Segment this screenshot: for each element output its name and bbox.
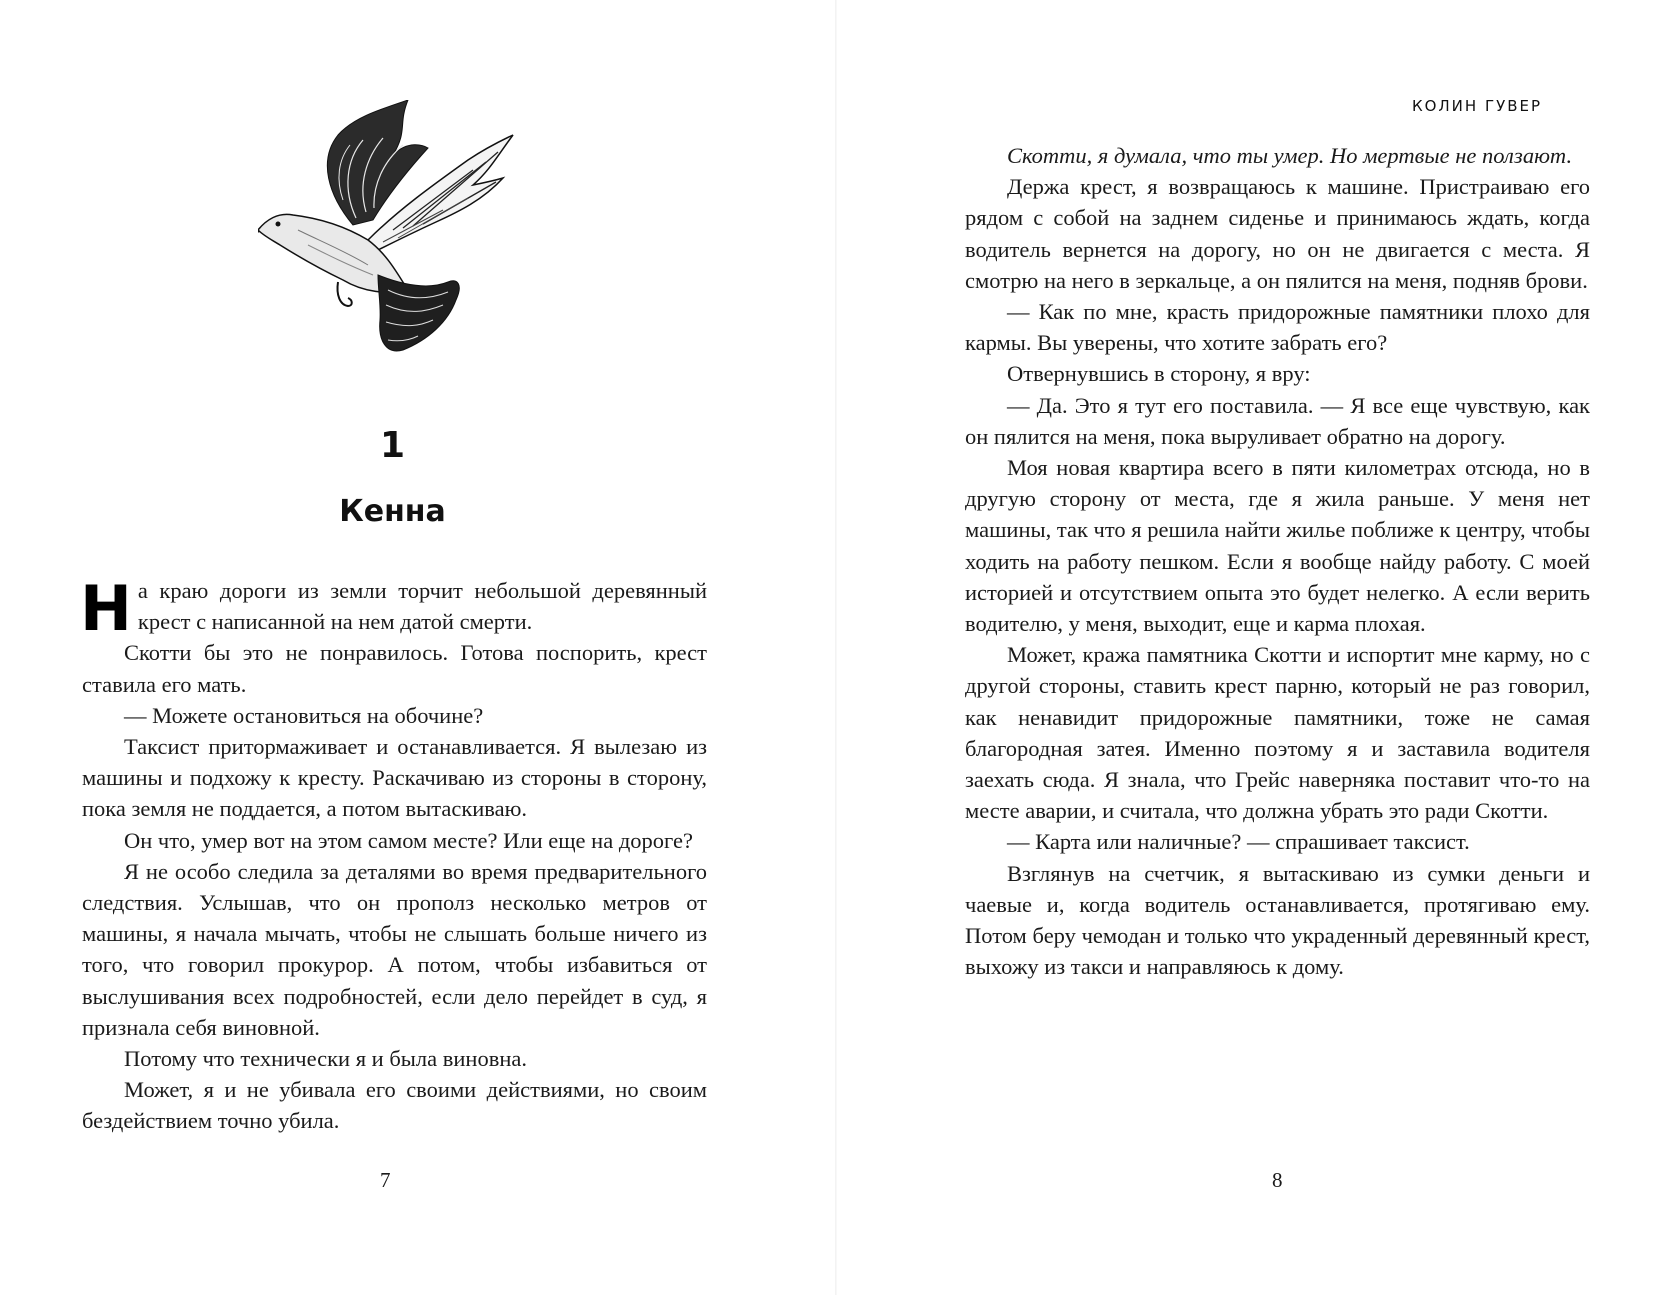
paragraph: Может, кража памятника Скотти и испортит мне карму, но с другой стороны, ставить крест парню, который не раз говорил, как ненавидит придорожные памятники, тоже не самая благородная затея. Именно поэтому я и заставила водителя заехать сюда. Я знала, что Грейс наверняка поставит что-то на месте аварии, и считала, что должна убрать это ради Скотти. xyxy=(965,642,1590,824)
page-number: 8 xyxy=(1272,1168,1283,1192)
paragraph: — Как по мне, красть придорожные памятники плохо для кармы. Вы уверены, что хотите забрать его? xyxy=(965,299,1590,356)
paragraph: — Можете остановиться на обочине? xyxy=(124,702,484,728)
paragraph: Он что, умер вот на этом самом месте? Или еще на дороге? xyxy=(124,827,693,853)
right-page-text xyxy=(965,140,1590,982)
running-head: КОЛИН ГУВЕР xyxy=(1411,97,1543,115)
page-number: 7 xyxy=(380,1168,391,1192)
paragraph: Держа крест, я возвращаюсь к машине. Пристраиваю его рядом с собой на заднем сиденье и принимаюсь ждать, когда водитель вернется на дорогу, но он не двигается с места. Я смотрю на него в зеркальце, а он пялится на меня, подняв брови. xyxy=(965,174,1590,293)
paragraph: Отвернувшись в сторону, я вру: xyxy=(1007,361,1311,387)
paragraph: Взглянув на счетчик, я вытаскиваю из сумки деньги и чаевые и, когда водитель останавливается, протягиваю ему. Потом беру чемодан и только что украденный деревянный крест, выхожу из такси и направляюсь к дому. xyxy=(965,860,1590,980)
paragraph: — Да. Это я тут его поставила. — Я все еще чувствую, как он пялится на меня, пока выруливает обратно на дорогу. xyxy=(965,392,1590,449)
paragraph: Я не особо следила за деталями во время предварительного следствия. Услышав, что он прополз несколько метров от машины, я начала мычать, чтобы не слышать больше ничего из того, что говорил прокурор. А потом, чтобы избавиться от выслушивания всех подробностей, если дело перейдет в суд, я признала себя виновной. xyxy=(82,858,707,1040)
paragraph: — Карта или наличные? — спрашивает таксист. xyxy=(1007,829,1470,855)
right-page xyxy=(837,0,1672,1295)
paragraph xyxy=(80,572,707,645)
paragraph: Скотти, я думала, что ты умер. Но мертвые не ползают. xyxy=(1007,143,1573,168)
dove-illustration xyxy=(258,100,528,365)
left-page xyxy=(0,0,835,1295)
drop-cap: Н xyxy=(80,572,132,645)
paragraph: Таксист притормаживает и останавливается. Я вылезаю из машины и подхожу к кресту. Раскачиваю из стороны в сторону, пока земля не поддается, а потом вытаскиваю. xyxy=(82,734,707,822)
paragraph: Моя новая квартира всего в пяти километрах отсюда, но в другую сторону от места, где я жила раньше. У меня нет машины, так что я решила найти жилье поближе к центру, чтобы ходить на работу пешком. Если я вообще найду работу. С моей историей и отсутствием опыта это будет нелегко. А если верить водителю, у меня, выходит, еще и карма плохая. xyxy=(965,455,1590,637)
paragraph: Может, я и не убивала его своими действиями, но своим бездействием точно убила. xyxy=(82,1077,707,1134)
paragraph: Скотти бы это не понравилось. Готова поспорить, крест ставила его мать. xyxy=(82,640,707,697)
left-page-text xyxy=(80,572,707,1137)
paragraph: Потому что технически я и была виновна. xyxy=(124,1046,527,1072)
chapter-number: 1 xyxy=(379,425,406,466)
chapter-title: Кенна xyxy=(339,494,446,529)
paragraph-text: а краю дороги из земли торчит небольшой деревянный крест с написанной на нем датой смерти. xyxy=(137,578,707,635)
